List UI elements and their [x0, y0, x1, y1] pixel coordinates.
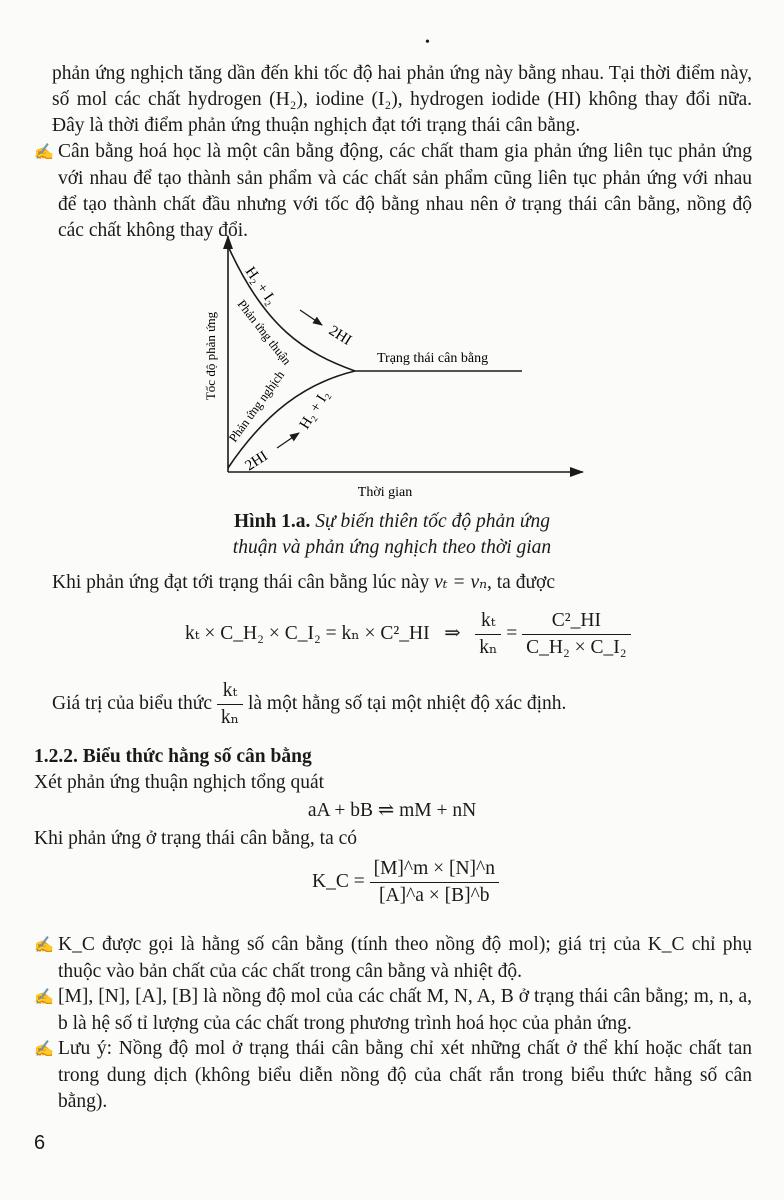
equilibrium-intro: Khi phản ứng ở trạng thái cân bằng, ta có [34, 828, 358, 849]
equilibrium-condition-sentence: Khi phản ứng đạt tới trạng thái cân bằng lúc này vₜ = vₙ, ta được [52, 572, 555, 593]
reverse-reactant: 2HI [242, 448, 271, 475]
top-mark: • [425, 35, 430, 50]
implies-arrow: ⇒ [444, 622, 461, 644]
forward-reaction-label: Phản ứng thuận [234, 297, 294, 368]
general-reaction: aA + bB ⇌ mM + nN [307, 800, 477, 821]
bullet-text: Cân bằng hoá học là một cân bằng động, các chất tham gia phản ứng liên tục phản ứng với nhau để tạo thành sản phẩm và các chất sản phẩm cũng liên tục phản ứng với nhau để tạo thành chất đầu nhưng với tốc độ bằng nhau nên ở trạng thái cân bằng, nồng độ các chất không thay đổi. [58, 141, 752, 241]
figure-caption-line2: thuận và phản ứng nghịch theo thời gian [232, 537, 552, 558]
section-heading: 1.2.2. Biểu thức hằng số cân bằng [34, 746, 312, 767]
x-axis-label: Thời gian [357, 485, 413, 500]
forward-reactant: H₂ + I₂ [241, 264, 280, 308]
equation-left-side: kₜ × C_H₂ × C_I₂ = kₙ × C²_HI [185, 622, 430, 644]
ratio-fraction: $\frac{\text{kₜ}}{\text{kₙ}}$ [217, 678, 243, 731]
rate-constant-equation: kₜ × C_H₂ × C_I₂ = kₙ × C²_HI ⇒ $\frac{\text{kₜ}}{\text{kₙ}}$ = $\frac{\text{C²\_HI}}{\text{C\_H₂ × C\_I₂}}$ [185, 608, 631, 661]
bullet-note: ✍ Lưu ý: Nồng độ mol ở trạng thái cân bằng chỉ xét những chất ở thể khí hoặc chất tan trong dung dịch (không biểu diễn nồng độ của chất rắn trong biểu thức hằng số cân bằng). [34, 1038, 752, 1112]
rate-equality: vₜ = vₙ [434, 572, 488, 593]
equilibrium-label: Trạng thái cân bằng [377, 351, 489, 366]
ratio-constant-sentence: Giá trị của biểu thức $\frac{\text{kₜ}}{\text{kₙ}}$ là một hằng số tại một nhiệt độ xác định. [52, 678, 566, 731]
paragraph-intro: phản ứng nghịch tăng dần đến khi tốc độ hai phản ứng này bằng nhau. Tại thời điểm này, số mol các chất hydrogen (H₂), iodine (I₂), hydrogen iodide (HI) không thay đổi nữa. Đây là thời điểm phản ứng thuận nghịch đạt tới trạng thái cân bằng. [52, 63, 752, 136]
rate-time-figure [195, 228, 595, 508]
hand-writing-icon: ✍ [34, 1041, 54, 1058]
y-axis-label: Tốc độ phản ứng [203, 311, 218, 401]
page-number: 6 [34, 1132, 46, 1154]
reverse-product: H₂ + I₂ [296, 387, 333, 433]
forward-arrow [300, 310, 322, 325]
bullet-kc-definition: ✍ K_C được gọi là hằng số cân bằng (tính theo nồng độ mol); giá trị của K_C chỉ phụ thuộc vào bản chất của các chất trong cân bằng và nhiệt độ. [34, 934, 752, 982]
rate-constant-ratio: $\frac{\text{kₜ}}{\text{kₙ}}$ [475, 608, 501, 661]
kc-expression [312, 856, 499, 909]
hand-writing-icon: ✍ [34, 937, 54, 954]
forward-product: 2HI [325, 322, 355, 349]
kc-fraction: $\frac{[M]\^{}m \times [N]\^{}n}{[A]\^{}a \times [B]\^{}b}$ [370, 856, 499, 909]
general-reaction-intro: Xét phản ứng thuận nghịch tổng quát [34, 772, 325, 793]
figure-caption-text: Sự biến thiên tốc độ phản ứng [315, 511, 550, 532]
reverse-arrow [277, 433, 299, 448]
bullet-concentration-notation: ✍ [M], [N], [A], [B] là nồng độ mol của các chất M, N, A, B ở trạng thái cân bằng; m, n, a, b là hệ số tỉ lượng của các chất trong phương trình hoá học của phản ứng. [34, 986, 752, 1034]
hand-writing-icon: ✍ [34, 989, 54, 1006]
hand-writing-icon: ✍ [34, 144, 54, 161]
figure-caption-label: Hình 1.a. [234, 511, 311, 532]
concentration-ratio: $\frac{\text{C²\_HI}}{\text{C\_H₂ × C\_I₂}}$ [522, 608, 630, 661]
reverse-reaction-label: Phản ứng nghịch [226, 368, 288, 445]
figure-caption-line1 [0, 509, 784, 535]
kc-symbol: K_C = [312, 870, 365, 892]
